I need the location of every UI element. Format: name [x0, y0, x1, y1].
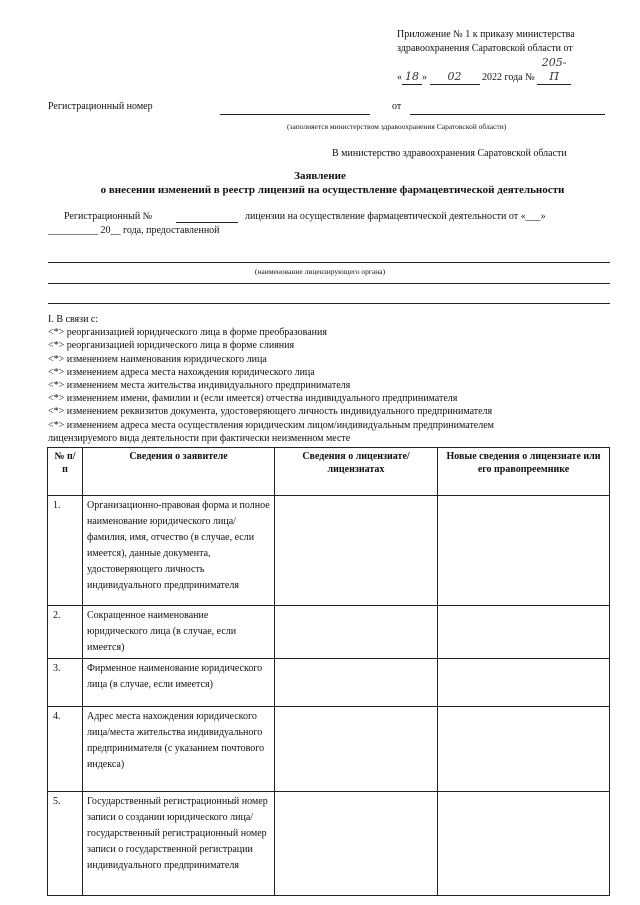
quote-open: «: [397, 72, 402, 83]
order-year-label: 2022 года №: [482, 72, 535, 83]
quote-close: »: [422, 72, 427, 83]
reason-item[interactable]: <*> изменением адреса места нахождения юридического лица: [48, 366, 315, 378]
registration-number-label: Регистрационный номер: [48, 101, 153, 112]
registration-note: (заполняется министерством здравоохранения Саратовской области): [287, 122, 507, 131]
reason-item[interactable]: <*> реорганизацией юридического лица в форме преобразования: [48, 327, 327, 339]
col-header-new-info: Новые сведения о лицензиате или его правопреемнике: [438, 448, 610, 496]
registration-number-field[interactable]: [220, 114, 370, 115]
reason-item[interactable]: <*> изменением реквизитов документа, удостоверяющего личность индивидуального предпринимателя: [48, 406, 493, 418]
row-number: 3.: [48, 659, 83, 707]
appendix-line-3: [397, 56, 607, 85]
row-label: Государственный регистрационный номер записи о создании юридического лица/ государственный регистрационный номер записи о государственной регистрации индивидуального предпринимателя: [83, 792, 275, 896]
license-date-text: лицензии на осуществление фармацевтической деятельности от «___»: [245, 211, 546, 222]
col-header-num: № п/п: [48, 448, 83, 496]
row-number: 1.: [48, 496, 83, 606]
licensee-cell[interactable]: [275, 707, 438, 792]
new-info-cell[interactable]: [438, 496, 610, 606]
col-header-licensee-info: Сведения о лицензиате/лицензиатах: [275, 448, 438, 496]
row-label: Адрес места нахождения юридического лица/места жительства индивидуального предпринимателя (с указанием почтового индекса): [83, 707, 275, 792]
reason-item-continuation: лицензируемого вида деятельности при фактически неизменном месте: [48, 432, 351, 444]
table-row: [48, 606, 610, 659]
row-label: Фирменное наименование юридического лица (в случае, если имеется): [83, 659, 275, 707]
row-label: Сокращенное наименование юридического лица (в случае, если имеется): [83, 606, 275, 659]
licensee-cell[interactable]: [275, 496, 438, 606]
licensee-cell[interactable]: [275, 606, 438, 659]
row-number: 2.: [48, 606, 83, 659]
registration-date-field[interactable]: [410, 114, 605, 115]
table-row: [48, 792, 610, 896]
licensing-body-field-1[interactable]: [48, 262, 610, 263]
handwritten-month: 02: [430, 70, 480, 85]
document-title: Заявление: [294, 170, 346, 182]
appendix-line-2: здравоохранения Саратовской области от: [397, 43, 573, 54]
table-row: [48, 496, 610, 606]
licensing-body-field-2[interactable]: [48, 283, 610, 284]
reason-item[interactable]: <*> изменением имени, фамилии и (если имеется) отчества индивидуального предпринимателя: [48, 393, 458, 405]
addressee: В министерство здравоохранения Саратовской области: [332, 148, 567, 159]
license-year-text: __________ 20__ года, предоставленной: [48, 225, 220, 236]
reasons-list: [48, 313, 494, 445]
appendix-line-1: Приложение № 1 к приказу министерства: [397, 29, 575, 40]
handwritten-order-number: 205-П: [537, 56, 571, 85]
license-reg-label: Регистрационный №: [64, 211, 153, 222]
row-number: 5.: [48, 792, 83, 896]
applicant-info-table: [47, 447, 610, 896]
licensing-body-note: (наименование лицензирующего органа): [254, 267, 386, 276]
licensing-body-field-3[interactable]: [48, 303, 610, 304]
reasons-intro: I. В связи с:: [48, 314, 99, 325]
col-header-applicant-info: Сведения о заявителе: [83, 448, 275, 496]
handwritten-day: 18: [402, 70, 422, 85]
reason-item[interactable]: <*> изменением адреса места осуществления юридическим лицом/индивидуальным предпринимателем: [48, 419, 495, 431]
document-subtitle: о внесении изменений в реестр лицензий на осуществление фармацевтической деятельности: [100, 184, 565, 196]
new-info-cell[interactable]: [438, 606, 610, 659]
new-info-cell[interactable]: [438, 792, 610, 896]
reason-item[interactable]: <*> реорганизацией юридического лица в форме слияния: [48, 340, 295, 352]
license-reg-number-field[interactable]: [176, 222, 238, 223]
table-row: [48, 707, 610, 792]
row-number: 4.: [48, 707, 83, 792]
row-label: Организационно-правовая форма и полное наименование юридического лица/фамилия, имя, отчество (в случае, если имеется), данные документа, удостоверяющего личность индивидуального предпринимателя: [83, 496, 275, 606]
new-info-cell[interactable]: [438, 707, 610, 792]
licensee-cell[interactable]: [275, 659, 438, 707]
reason-item[interactable]: <*> изменением места жительства индивидуального предпринимателя: [48, 380, 351, 392]
licensee-cell[interactable]: [275, 792, 438, 896]
registration-from-label: от: [392, 101, 402, 112]
new-info-cell[interactable]: [438, 659, 610, 707]
table-row: [48, 659, 610, 707]
reason-item[interactable]: <*> изменением наименования юридического лица: [48, 353, 267, 365]
